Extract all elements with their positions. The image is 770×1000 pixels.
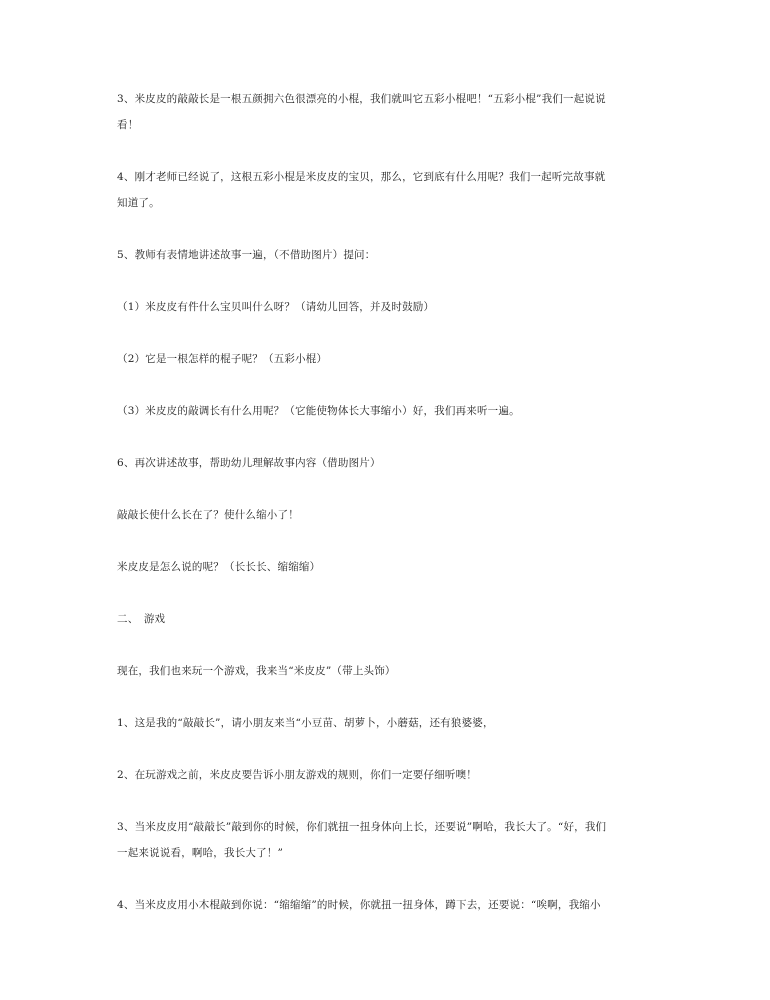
section-heading-game: 二、 游戏: [117, 613, 166, 625]
paragraph-3-line-2: 看！: [117, 119, 139, 131]
paragraph-6: 6、再次讲述故事，帮助幼儿理解故事内容（借助图片）: [117, 457, 381, 469]
paragraph-4-line-2: 知道了。: [117, 197, 160, 209]
game-intro: 现在，我们也来玩一个游戏，我来当“米皮皮”（带上头饰）: [117, 665, 396, 677]
paragraph-4-line-1: 4、刚才老师已经说了，这根五彩小棍是米皮皮的宝贝，那么，它到底有什么用呢？我们一起听完故事就: [117, 171, 606, 183]
story-question-a: 敲敲长使什么长在了？使什么缩小了！: [117, 509, 299, 521]
story-question-b: 米皮皮是怎么说的呢？（长长长、缩缩缩）: [117, 561, 321, 573]
question-1: （1）米皮皮有件什么宝贝叫什么呀？（请幼儿回答，并及时鼓励）: [117, 301, 435, 313]
paragraph-5: 5、教师有表情地讲述故事一遍，（不借助图片）提问：: [117, 249, 376, 261]
game-rule-1: 1、这是我的“敲敲长”，请小朋友来当“小豆苗、胡萝卜，小蘑菇，还有狼婆婆，: [117, 717, 494, 729]
question-2: （2）它是一根怎样的棍子呢？（五彩小棍）: [117, 353, 328, 365]
paragraph-3-line-1: 3、米皮皮的敲敲长是一根五颜拥六色很漂亮的小棍，我们就叫它五彩小棍吧！“五彩小棍”我们一起说说: [117, 93, 606, 105]
game-rule-4-line-1: 4、当米皮皮用小木棍敲到你说：“缩缩缩”的时候，你就扭一扭身体，蹲下去，还要说：“唉啊，我缩小: [117, 899, 601, 911]
game-rule-3-line-2: 一起来说说看，啊哈，我长大了！”: [117, 847, 284, 859]
question-3: （3）米皮皮的敲调长有什么用呢？（它能使物体长大事缩小）好，我们再来听一遍。: [117, 405, 520, 417]
game-rule-2: 2、在玩游戏之前，米皮皮要告诉小朋友游戏的规则，你们一定要仔细听噢！: [117, 769, 477, 781]
game-rule-3-line-1: 3、当米皮皮用“敲敲长”敲到你的时候，你们就扭一扭身体向上长，还要说”啊哈，我长大了。“好，我们: [117, 821, 607, 833]
